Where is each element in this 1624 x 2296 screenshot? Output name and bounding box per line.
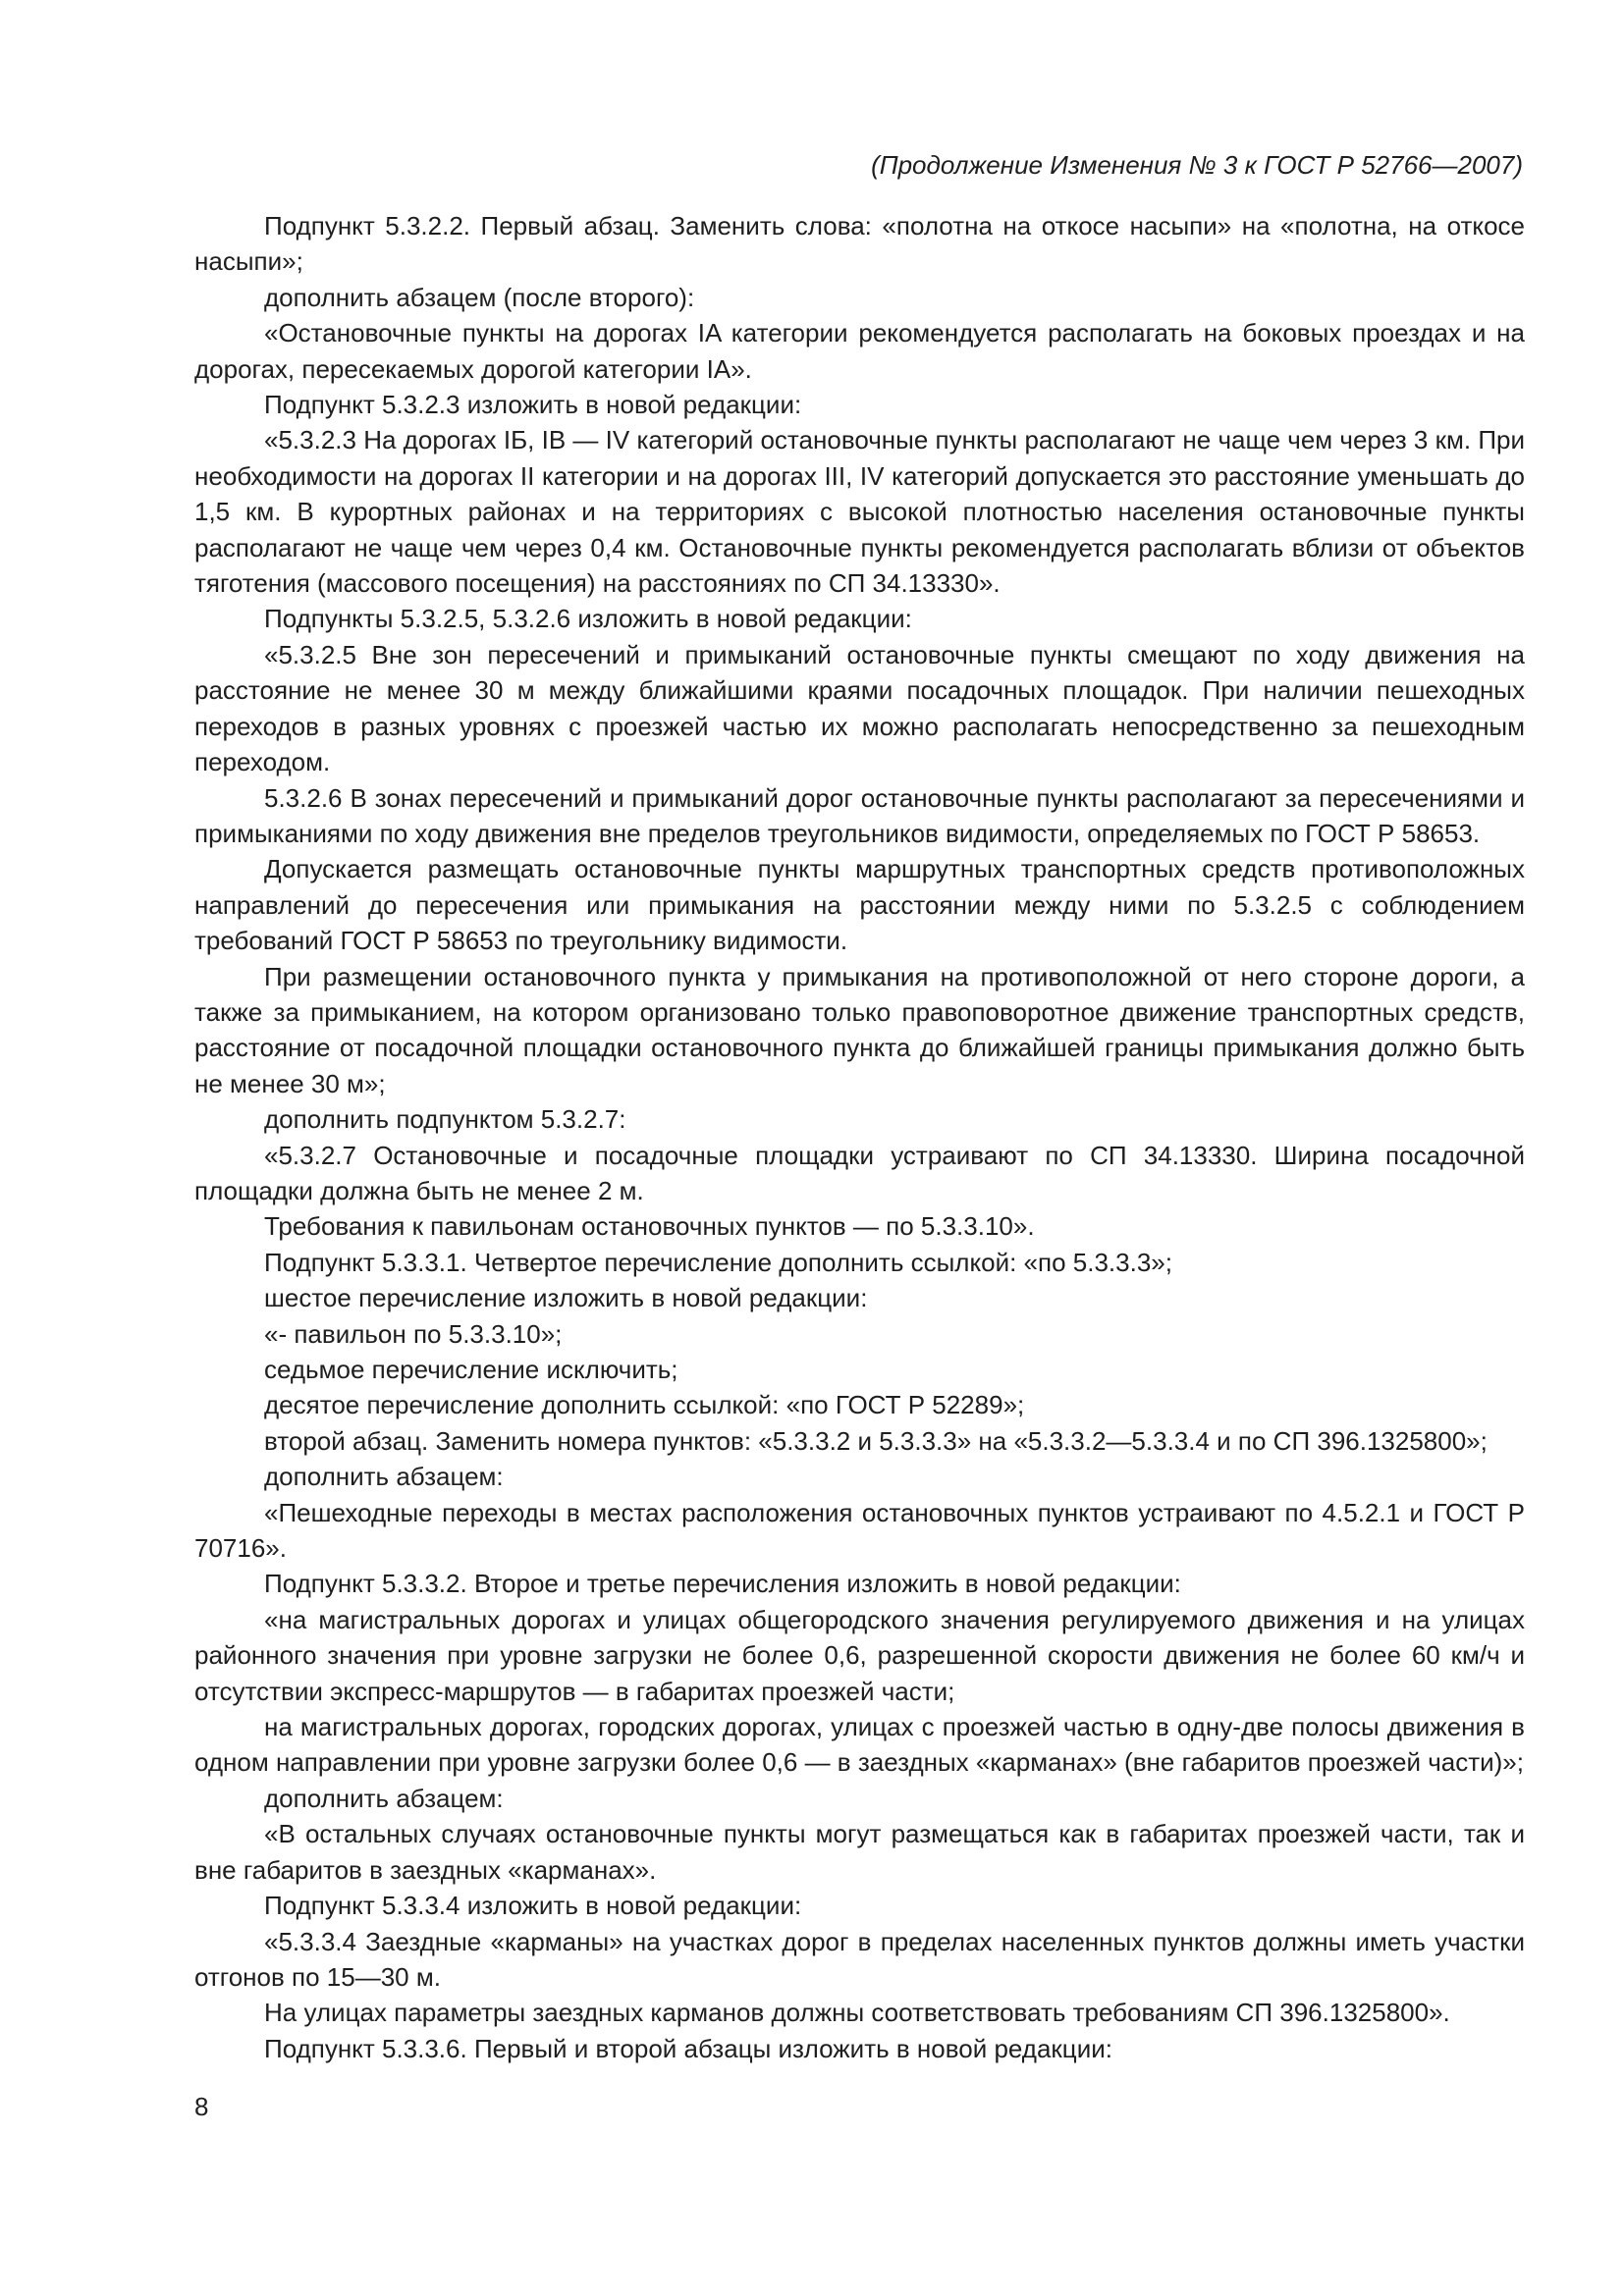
running-header: (Продолжение Изменения № 3 к ГОСТ Р 52766—2007) xyxy=(871,150,1523,180)
paragraph: Допускается размещать остановочные пункты маршрутных транспортных средств противоположных направлений до пересечения или примыкания на расстоянии между ними по 5.3.2.5 с соблюдением требований ГОСТ Р 58653 по треугольнику видимости. xyxy=(194,854,1525,956)
paragraph: Подпункт 5.3.3.2. Второе и третье перечисления изложить в новой редакции: xyxy=(264,1569,1181,1599)
paragraph: «Пешеходные переходы в местах расположения остановочных пунктов устраивают по 4.5.2.1 и ГОСТ Р 70716». xyxy=(194,1497,1525,1564)
paragraph: на магистральных дорогах, городских дорогах, улицах с проезжей частью в одну-две полосы движения в одном направлении при уровне загрузки более 0,6 — в заездных «карманах» (вне габаритов проезжей части)»; xyxy=(194,1712,1525,1778)
paragraph: дополнить абзацем (после второго): xyxy=(264,282,695,312)
page-number: 8 xyxy=(194,2092,209,2121)
paragraph: 5.3.2.6 В зонах пересечений и примыканий дорог остановочные пункты располагают за пересечениями и примыканиями по ходу движения вне пределов треугольников видимости, определяемых по ГОСТ Р 58653. xyxy=(194,782,1525,848)
paragraph: «5.3.2.7 Остановочные и посадочные площадки устраивают по СП 34.13330. Ширина посадочной площадки должна быть не менее 2 м. xyxy=(194,1140,1525,1205)
paragraph: дополнить абзацем: xyxy=(264,1462,504,1492)
paragraph: «Остановочные пункты на дорогах IA категории рекомендуется располагать на боковых проездах и на дорогах, пересекаемых дорогой категории IA». xyxy=(194,318,1525,384)
paragraph: При размещении остановочного пункта у примыкания на противоположной от него стороне дороги, а также за примыканием, на котором организовано только правоповоротное движение транспортных средств, расстояние от посадочной площадки остановочного пункта до ближайшей границы примыкания должно быть не менее 30 м»; xyxy=(194,961,1525,1098)
paragraph: второй абзац. Заменить номера пунктов: «5.3.3.2 и 5.3.3.3» на «5.3.3.2—5.3.3.4 и по СП 396.1325800»; xyxy=(264,1425,1488,1456)
paragraph: На улицах параметры заездных карманов должны соответствовать требованиям СП 396.1325800». xyxy=(264,1998,1450,2028)
paragraph: Подпункт 5.3.2.3 изложить в новой редакции: xyxy=(264,390,802,420)
document-body xyxy=(194,208,1525,2066)
paragraph: седьмое перечисление исключить; xyxy=(264,1355,678,1384)
paragraph: дополнить абзацем: xyxy=(264,1783,504,1813)
paragraph: шестое перечисление изложить в новой редакции: xyxy=(264,1283,868,1313)
paragraph: «5.3.3.4 Заездные «карманы» на участках дорог в пределах населенных пунктов должны иметь участки отгонов по 15—30 м. xyxy=(194,1926,1525,1992)
paragraph: «5.3.2.5 Вне зон пересечений и примыканий остановочные пункты смещают по ходу движения на расстояние не менее 30 м между ближайшими краями посадочных площадок. При наличии пешеходных переходов в разных уровнях с проезжей частью их можно располагать непосредственно за пешеходным переходом. xyxy=(194,639,1525,777)
paragraph: «В остальных случаях остановочные пункты могут размещаться как в габаритах проезжей части, так и вне габаритов в заездных «карманах». xyxy=(194,1819,1525,1885)
paragraph: дополнить подпунктом 5.3.2.7: xyxy=(264,1104,626,1135)
paragraph: десятое перечисление дополнить ссылкой: «по ГОСТ Р 52289»; xyxy=(264,1390,1025,1420)
paragraph: Требования к павильонам остановочных пунктов — по 5.3.3.10». xyxy=(264,1211,1035,1242)
paragraph: «- павильон по 5.3.3.10»; xyxy=(264,1318,563,1349)
paragraph: Подпункт 5.3.3.6. Первый и второй абзацы изложить в новой редакции: xyxy=(264,2033,1112,2063)
paragraph: «5.3.2.3 На дорогах IБ, IВ — IV категорий остановочные пункты располагают не чаще чем через 3 км. При необходимости на дорогах II категории и на дорогах III, IV категорий допускается это расстояние уменьшать до 1,5 км. В курортных районах и на территориях с высокой плотностью населения остановочные пункты располагают не чаще чем через 0,4 км. Остановочные пункты рекомендуется располагать вблизи от объектов тяготения (массового посещения) на расстояниях по СП 34.13330». xyxy=(194,425,1525,599)
paragraph: «на магистральных дорогах и улицах общегородского значения регулируемого движения и на улицах районного значения при уровне загрузки не более 0,6, разрешенной скорости движения не более 60 км/ч и отсутствии экспресс-маршрутов — в габаритах проезжей части; xyxy=(194,1604,1525,1706)
paragraph: Подпункт 5.3.3.1. Четвертое перечисление дополнить ссылкой: «по 5.3.3.3»; xyxy=(264,1247,1172,1277)
paragraph: Подпункты 5.3.2.5, 5.3.2.6 изложить в новой редакции: xyxy=(264,604,912,634)
paragraph: Подпункт 5.3.3.4 изложить в новой редакции: xyxy=(264,1891,802,1921)
paragraph: Подпункт 5.3.2.2. Первый абзац. Заменить слова: «полотна на откосе насыпи» на «полотна, на откосе насыпи»; xyxy=(194,211,1525,277)
